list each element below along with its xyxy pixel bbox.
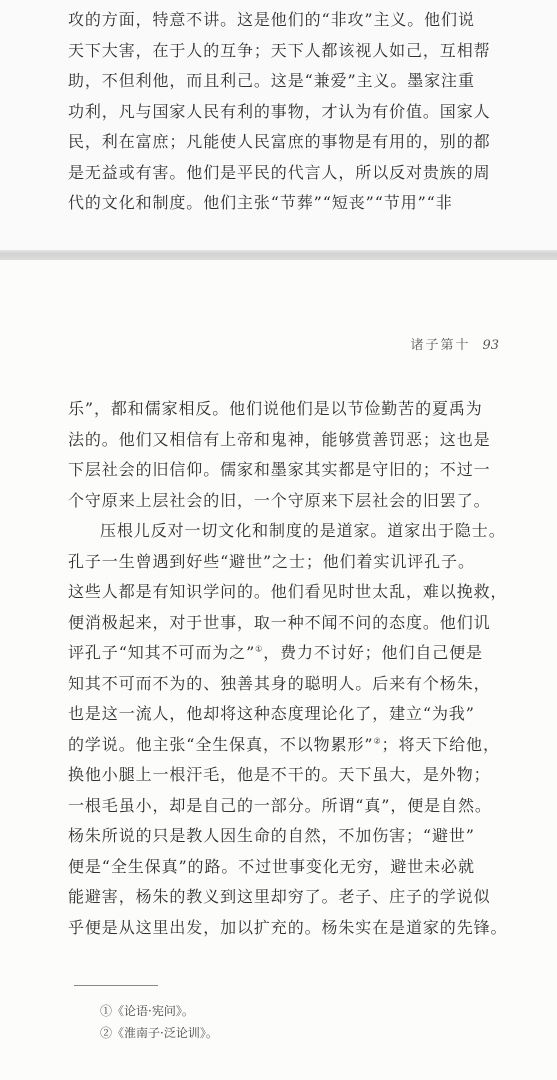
line-text-continued: ；将天下给他， xyxy=(381,734,500,754)
text-line: 一根毛虽小，却是自己的一部分。所谓“真”，便是自然。 xyxy=(68,795,492,815)
text-line: 个守原来上层社会的旧，一个守原来下层社会的旧罢了。 xyxy=(68,490,491,510)
footnote-marker: ② xyxy=(373,736,382,746)
text-line: 攻的方面，特意不讲。这是他们的“非攻”主义。他们说 xyxy=(68,10,475,29)
text-line: 便消极起来，对于世事，取一种不闻不问的态度。他们讥 xyxy=(68,612,491,632)
text-line: 知其不可而不为的、独善其身的聪明人。后来有个杨朱， xyxy=(68,673,491,693)
page-separator xyxy=(0,250,557,260)
text-line: 孔子一生曾遇到好些“避世”之士；他们着实讥评孔子。 xyxy=(68,551,475,571)
text-line: 也是这一流人，他却将这种态度理论化了，建立“为我” xyxy=(68,704,475,723)
text-line: 能避害，杨朱的教义到这里却穷了。老子、庄子的学说似 xyxy=(68,887,491,906)
running-header xyxy=(410,334,499,353)
text-line: 功利，凡与国家人民有利的事物，才认为有价值。国家人 xyxy=(68,101,491,121)
text-line xyxy=(68,638,500,669)
top-page-text xyxy=(68,5,500,219)
page-number: 93 xyxy=(482,338,499,353)
text-line: 杨朱所说的只是教人因生命的自然，不加伤害；“避世” xyxy=(68,826,475,845)
text-line: 这些人都是有知识学问的。他们看见时世太乱，难以挽救， xyxy=(68,582,508,601)
bottom-page-text xyxy=(68,394,508,943)
footnote-divider xyxy=(74,985,158,986)
text-line: 天下大害，在于人的互争；天下人都该视人如己，互相帮 xyxy=(68,40,491,60)
text-line: 乎便是从这里出发，加以扩充的。杨朱实在是道家的先锋。 xyxy=(68,917,508,937)
paragraph-first-line: 压根儿反对一切文化和制度的是道家。道家出于隐士。 xyxy=(100,521,506,540)
footnote-2: ②《淮南子·泛论训》。 xyxy=(100,1026,218,1040)
text-line: 便是“全生保真”的路。不过世事变化无穷，避世未必就 xyxy=(68,856,475,876)
text-line: 是无益或有害。他们是平民的代言人，所以反对贵族的周 xyxy=(68,162,491,182)
footnote-1: ①《论语·宪问》。 xyxy=(100,1004,194,1018)
text-line: 代的文化和制度。他们主张“节葬”“短丧”“节用”“非 xyxy=(68,193,453,212)
text-line: 民，利在富庶；凡能使人民富庶的事物是有用的，别的都 xyxy=(68,132,491,151)
line-text: 的学说。他主张“全生保真，不以物累形” xyxy=(68,734,374,754)
top-page xyxy=(0,0,557,250)
text-line: 法的。他们又相信有上帝和鬼神，能够赏善罚恶；这也是 xyxy=(68,429,491,449)
line-text-continued: ，费力不讨好；他们自己便是 xyxy=(263,643,483,662)
text-line: 换他小腿上一根汗毛，他是不干的。天下虽大，是外物； xyxy=(68,765,491,784)
footnotes xyxy=(100,1000,218,1044)
chapter-title: 诸子第十 xyxy=(410,338,471,353)
text-line xyxy=(68,730,500,761)
footnote-marker: ① xyxy=(255,644,264,654)
line-text: 评孔子“知其不可而为之” xyxy=(68,643,256,662)
text-line: 下层社会的旧信仰。儒家和墨家其实都是守旧的；不过一 xyxy=(68,460,491,479)
text-line: 乐”，都和儒家相反。他们说他们是以节俭勤苦的夏禹为 xyxy=(68,399,483,418)
text-line: 助，不但利他，而且利己。这是“兼爱”主义。墨家注重 xyxy=(68,71,475,90)
